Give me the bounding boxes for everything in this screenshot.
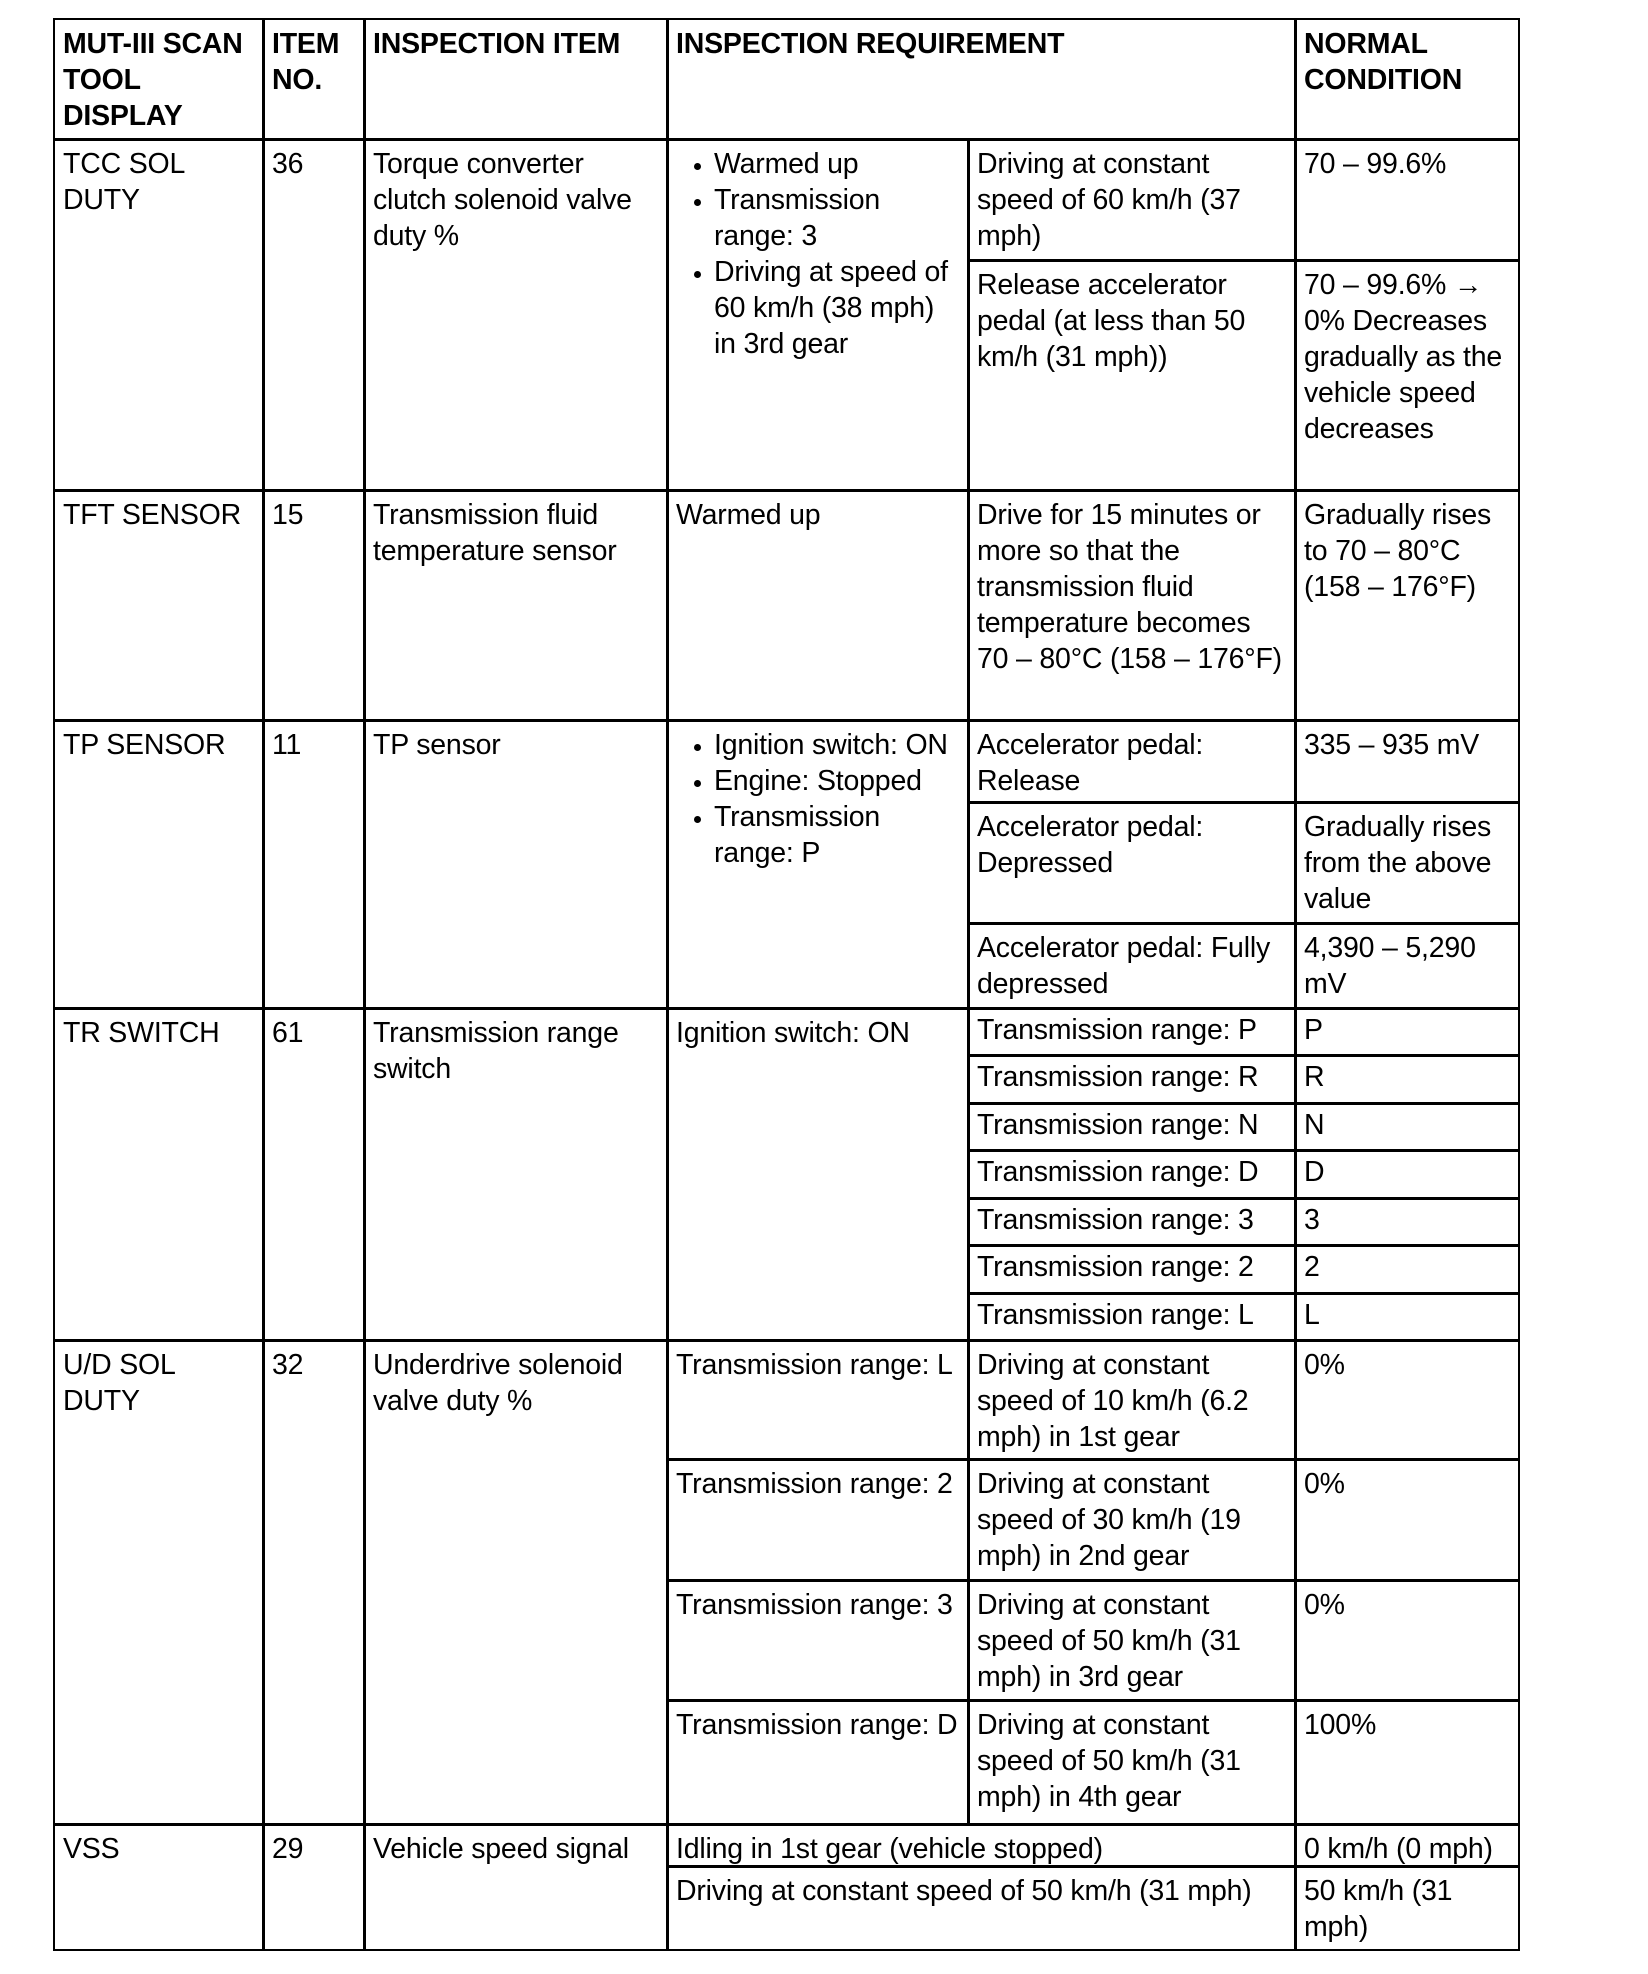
row-tp-inspection-item: TP sensor bbox=[363, 719, 669, 1010]
row-ud-condition-4: Driving at constant speed of 50 km/h (31 mph) in 4th gear bbox=[967, 1699, 1297, 1826]
row-tr-condition-1: Transmission range: P bbox=[967, 1007, 1297, 1057]
row-tr-condition-7: Transmission range: L bbox=[967, 1292, 1297, 1342]
row-vss-normal-2: 50 km/h (31 mph) bbox=[1294, 1865, 1520, 1951]
row-vss-requirement-2: Driving at constant speed of 50 km/h (31 mph) bbox=[666, 1865, 1297, 1951]
row-tp-requirement bbox=[666, 719, 970, 1010]
row-vss-display: VSS bbox=[53, 1823, 265, 1951]
header-inspection-item: INSPECTION ITEM bbox=[363, 18, 669, 141]
row-vss-normal-1: 0 km/h (0 mph) bbox=[1294, 1823, 1520, 1868]
row-tcc-normal-1: 70 – 99.6% bbox=[1294, 138, 1520, 262]
row-tcc-normal-2: 70 – 99.6% → 0% Decreases gradually as the vehicle speed decreases bbox=[1294, 259, 1520, 492]
row-tp-condition-2: Accelerator pedal: Depressed bbox=[967, 801, 1297, 925]
row-tr-display: TR SWITCH bbox=[53, 1007, 265, 1342]
row-tr-condition-2: Transmission range: R bbox=[967, 1054, 1297, 1105]
row-ud-requirement-2: Transmission range: 2 bbox=[666, 1458, 970, 1582]
row-tp-normal-1: 335 – 935 mV bbox=[1294, 719, 1520, 804]
row-tr-condition-5: Transmission range: 3 bbox=[967, 1197, 1297, 1247]
row-vss-item-no: 29 bbox=[262, 1823, 366, 1951]
row-tr-normal-4: D bbox=[1294, 1149, 1520, 1200]
row-tr-condition-4: Transmission range: D bbox=[967, 1149, 1297, 1200]
row-tr-condition-6: Transmission range: 2 bbox=[967, 1244, 1297, 1295]
row-ud-normal-4: 100% bbox=[1294, 1699, 1520, 1826]
row-vss-requirement-1: Idling in 1st gear (vehicle stopped) bbox=[666, 1823, 1297, 1868]
row-tft-inspection-item: Transmission fluid temperature sensor bbox=[363, 489, 669, 722]
row-tr-condition-3: Transmission range: N bbox=[967, 1102, 1297, 1152]
row-tp-normal-2: Gradually rises from the above value bbox=[1294, 801, 1520, 925]
header-inspection-requirement: INSPECTION REQUIREMENT bbox=[666, 18, 1297, 141]
row-tr-normal-1: P bbox=[1294, 1007, 1520, 1057]
row-tr-normal-2: R bbox=[1294, 1054, 1520, 1105]
row-ud-normal-3: 0% bbox=[1294, 1579, 1520, 1702]
requirement-list bbox=[676, 146, 960, 362]
row-tp-item-no: 11 bbox=[262, 719, 366, 1010]
row-tcc-inspection-item: Torque converter clutch solenoid valve duty % bbox=[363, 138, 669, 492]
row-tr-requirement: Ignition switch: ON bbox=[666, 1007, 970, 1342]
row-ud-requirement-3: Transmission range: 3 bbox=[666, 1579, 970, 1702]
row-ud-requirement-4: Transmission range: D bbox=[666, 1699, 970, 1826]
row-tft-condition-1: Drive for 15 minutes or more so that the transmission fluid temperature becomes 70 – 80°C (158 – 176°F) bbox=[967, 489, 1297, 722]
row-tcc-item-no: 36 bbox=[262, 138, 366, 492]
row-ud-normal-2: 0% bbox=[1294, 1458, 1520, 1582]
row-tcc-condition-1: Driving at constant speed of 60 km/h (37 mph) bbox=[967, 138, 1297, 262]
row-ud-inspection-item: Underdrive solenoid valve duty % bbox=[363, 1339, 669, 1826]
row-tft-normal-1: Gradually rises to 70 – 80°C (158 – 176°F) bbox=[1294, 489, 1520, 722]
requirement-bullet: • Warmed up bbox=[714, 146, 960, 182]
row-tcc-condition-2: Release accelerator pedal (at less than 50 km/h (31 mph)) bbox=[967, 259, 1297, 492]
header-normal-condition: NORMAL CONDITION bbox=[1294, 18, 1520, 141]
row-ud-condition-2: Driving at constant speed of 30 km/h (19 mph) in 2nd gear bbox=[967, 1458, 1297, 1582]
row-ud-normal-1: 0% bbox=[1294, 1339, 1520, 1461]
row-tr-item-no: 61 bbox=[262, 1007, 366, 1342]
row-tft-requirement: Warmed up bbox=[666, 489, 970, 722]
row-tr-normal-6: 2 bbox=[1294, 1244, 1520, 1295]
row-tr-normal-5: 3 bbox=[1294, 1197, 1520, 1247]
row-ud-condition-1: Driving at constant speed of 10 km/h (6.2 mph) in 1st gear bbox=[967, 1339, 1297, 1461]
row-ud-item-no: 32 bbox=[262, 1339, 366, 1826]
row-tp-condition-1: Accelerator pedal: Release bbox=[967, 719, 1297, 804]
header-item-no: ITEM NO. bbox=[262, 18, 366, 141]
row-tft-item-no: 15 bbox=[262, 489, 366, 722]
row-tp-condition-3: Accelerator pedal: Fully depressed bbox=[967, 922, 1297, 1010]
row-tcc-display: TCC SOL DUTY bbox=[53, 138, 265, 492]
row-tr-inspection-item: Transmission range switch bbox=[363, 1007, 669, 1342]
requirement-bullet: • Transmission range: 3 bbox=[714, 182, 960, 254]
row-ud-display: U/D SOL DUTY bbox=[53, 1339, 265, 1826]
row-tcc-requirement bbox=[666, 138, 970, 492]
requirement-bullet: • Transmission range: P bbox=[714, 799, 960, 871]
requirement-bullet: • Ignition switch: ON bbox=[714, 727, 960, 763]
requirement-list bbox=[676, 727, 960, 871]
row-tp-display: TP SENSOR bbox=[53, 719, 265, 1010]
requirement-bullet: • Engine: Stopped bbox=[714, 763, 960, 799]
row-ud-requirement-1: Transmission range: L bbox=[666, 1339, 970, 1461]
row-ud-condition-3: Driving at constant speed of 50 km/h (31 mph) in 3rd gear bbox=[967, 1579, 1297, 1702]
header-display: MUT-III SCAN TOOL DISPLAY bbox=[53, 18, 265, 141]
row-tr-normal-7: L bbox=[1294, 1292, 1520, 1342]
row-tft-display: TFT SENSOR bbox=[53, 489, 265, 722]
row-vss-inspection-item: Vehicle speed signal bbox=[363, 1823, 669, 1951]
row-tr-normal-3: N bbox=[1294, 1102, 1520, 1152]
requirement-bullet: • Driving at speed of 60 km/h (38 mph) in 3rd gear bbox=[714, 254, 960, 362]
row-tp-normal-3: 4,390 – 5,290 mV bbox=[1294, 922, 1520, 1010]
